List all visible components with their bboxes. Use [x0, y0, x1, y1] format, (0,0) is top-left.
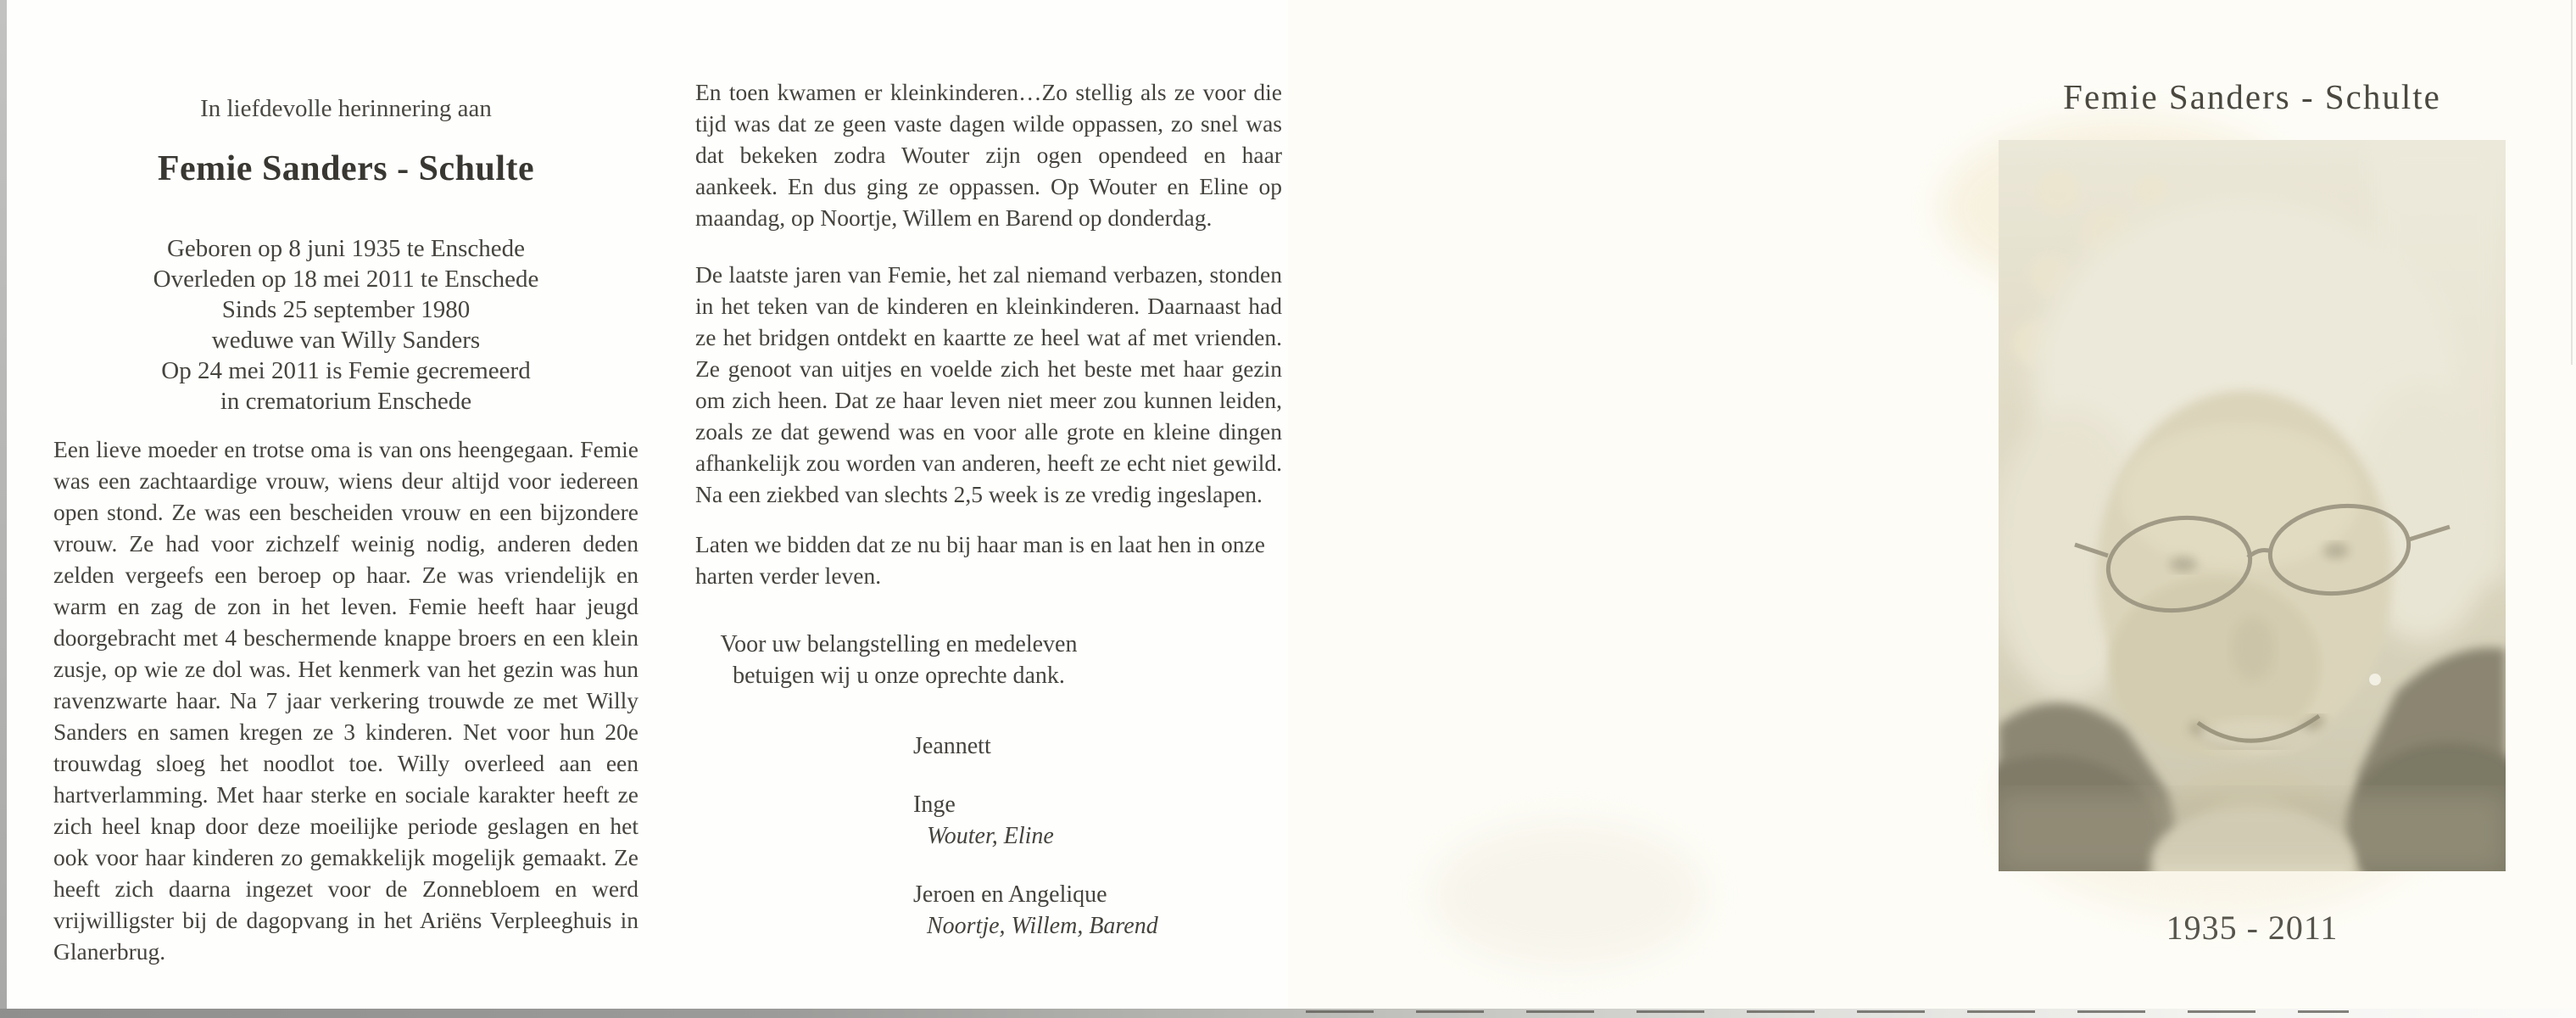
scan-bottom-edge-line	[1306, 1010, 2349, 1013]
signature-name: Inge	[913, 791, 956, 818]
left-column	[53, 95, 638, 967]
scan-edge-right	[2571, 0, 2573, 365]
right-panel	[1288, 0, 2576, 1018]
detail-died: Overleden op 18 mei 2011 te Enschede	[153, 266, 539, 293]
detail-cremation: Op 24 mei 2011 is Femie gecremeerd	[161, 357, 531, 384]
deceased-name: Femie Sanders - Schulte	[157, 149, 535, 188]
prayer-paragraph: Laten we bidden dat ze nu bij haar man is en laat hen in onze harten verder leven.	[695, 531, 1265, 589]
intro-line: In liefdevolle herinnering aan	[200, 95, 492, 122]
signature-children: Noortje, Willem, Barend	[927, 913, 1158, 939]
signature-jeroen-angelique	[913, 879, 1282, 942]
left-panel	[7, 0, 1285, 1011]
grandchildren-paragraph: En toen kwamen er kleinkinderen…Zo stellig als ze voor die tijd was dat ze geen vaste dagen wilde oppassen, zo snel was dat bekeken zodra Wouter zijn ogen opendeed en haar aankeek. En dus ging ze oppassen. Op Wouter en Eline op maandag, op Noortje, Willem en Barend op donderdag.	[695, 79, 1282, 231]
right-column	[695, 76, 1282, 942]
signature-name: Jeannett	[913, 733, 991, 759]
detail-since: Sinds 25 september 1980	[221, 296, 471, 323]
signatures	[913, 730, 1282, 942]
thanks-line-2: betuigen wij u onze oprechte dank.	[733, 663, 1065, 689]
detail-widow: weduwe van Willy Sanders	[211, 327, 481, 354]
birth-death-years: 1935 - 2011	[2166, 909, 2339, 947]
scan-edge-left	[0, 0, 7, 1018]
last-years-paragraph: De laatste jaren van Femie, het zal niemand verbazen, stonden in het teken van de kinderen en kleinkinderen. Daarnaast had ze het bridgen ontdekt en kaartte ze heel wat af met vrienden. Ze genoot van uitjes en voelde zich het beste met haar gezin om zich heen. Dat ze haar leven niet meer zou kunnen leiden, zoals ze dat gewend was en voor alle grote en kleine dingen afhankelijk zou worden van anderen, heeft ze echt niet gewild. Na een ziekbed van slechts 2,5 week is ze vredig ingeslapen.	[695, 261, 1282, 507]
portrait-photo	[1999, 140, 2506, 871]
life-details	[53, 233, 638, 417]
paper-stain	[1432, 823, 1703, 967]
thanks-block	[695, 629, 1102, 691]
detail-crematorium: in crematorium Enschede	[220, 388, 472, 415]
memorial-paragraph: Een lieve moeder en trotse oma is van ons heengegaan. Femie was een zachtaardige vrouw, wiens deur altijd voor iedereen open stond. Ze was een bescheiden vrouw en een bijzondere vrouw. Ze had voor zichzelf weinig nodig, anderen deden zelden vergeefs een beroep op haar. Ze was vriendelijk en warm en zag de zon in het leven. Femie heeft haar jeugd doorgebracht met 4 beschermende knappe broers en een klein zusje, op wie ze dol was. Het kenmerk van het gezin was hun ravenzwarte haar. Na 7 jaar verkering trouwde ze met Willy Sanders en samen kregen ze 3 kinderen. Net voor hun 20e trouwdag sloeg het noodlot toe. Willy overleed aan een hartverlamming. Met haar sterke en sociale karakter heeft ze zich heel knap door deze moeilijke periode geslagen en het ook voor haar kinderen zo gemakkelijk mogelijk gemaakt. Ze heeft zich daarna ingezet voor de Zonnebloem en werd vrijwilligster bij de dagopvang in het Ariëns Verpleeghuis in Glanerbrug.	[53, 436, 638, 965]
front-title: Femie Sanders - Schulte	[2063, 77, 2441, 116]
signature-name: Jeroen en Angelique	[913, 881, 1107, 908]
detail-born: Geboren op 8 juni 1935 te Enschede	[166, 235, 525, 262]
thanks-line-1: Voor uw belangstelling en medeleven	[720, 631, 1078, 657]
signature-children: Wouter, Eline	[927, 823, 1054, 849]
signature-inge	[913, 789, 1282, 852]
signature-jeannett	[913, 730, 1282, 762]
